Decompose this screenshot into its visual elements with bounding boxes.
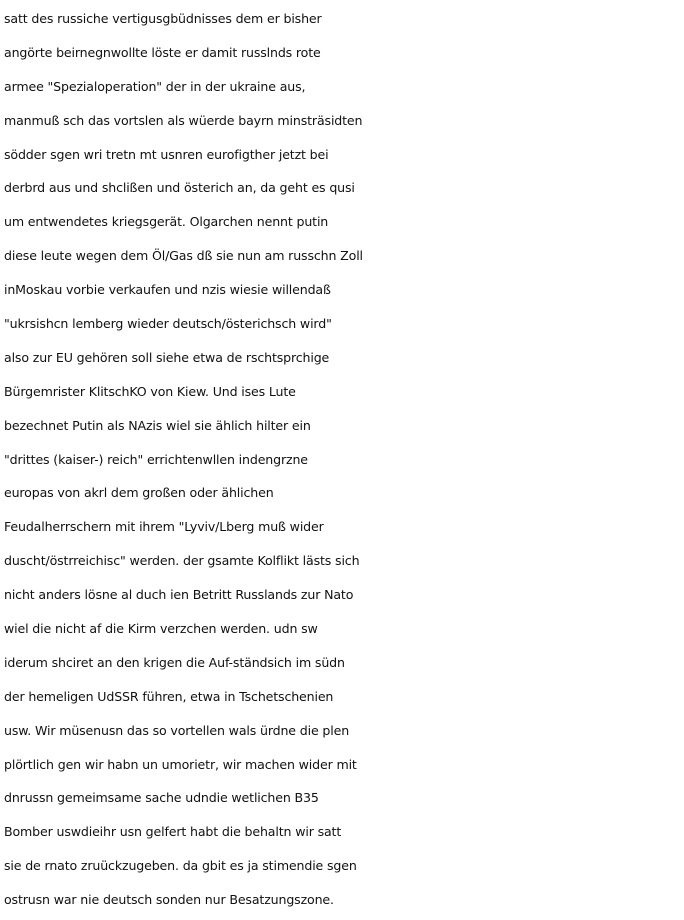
- text-line: plörtlich gen wir habn un umorietr, wir machen wider mit: [4, 756, 357, 772]
- text-line: södder sgen wri tretn mt usnren eurofigther jetzt bei: [4, 146, 329, 162]
- text-line: usw. Wir müsenusn das so vortellen wals ürdne die plen: [4, 722, 350, 738]
- text-line: "ukrsishcn lemberg wieder deutsch/österichsch wird": [4, 316, 332, 332]
- text-line: bezechnet Putin als NAzis wiel sie ählich hilter ein: [4, 417, 311, 433]
- text-line: europas von akrl dem großen oder ählichen: [4, 485, 274, 501]
- text-line: inMoskau vorbie verkaufen und nzis wiesie willendaß: [4, 282, 331, 298]
- text-line: ostrusn war nie deutsch sonden nur Besatzungszone.: [4, 892, 334, 908]
- text-line: angörte beirnegnwollte löste er damit russlnds rote: [4, 44, 321, 60]
- text-line: Bürgemrister KlitschKO von Kiew. Und ises Lute: [4, 383, 296, 399]
- text-line: iderum shciret an den krigen die Auf-ständsich im südn: [4, 654, 345, 670]
- document-text: [4, 2, 684, 917]
- text-line: manmuß sch das vortslen als wüerde bayrn minsträsidten: [4, 112, 363, 128]
- text-line: armee "Spezialoperation" der in der ukraine aus,: [4, 78, 306, 94]
- text-line: der hemeligen UdSSR führen, etwa in Tschetschenien: [4, 688, 334, 704]
- text-line: nicht anders lösne al duch ien Betritt Russlands zur Nato: [4, 587, 354, 603]
- text-line: also zur EU gehören soll siehe etwa de rschtsprchige: [4, 349, 330, 365]
- text-line: derbrd aus und shclißen und österich an, da geht es qusi: [4, 180, 355, 196]
- text-line: dnrussn gemeimsame sache udndie wetlichen B35: [4, 790, 319, 806]
- text-line: Feudalherrschern mit ihrem "Lyviv/Lberg muß wider: [4, 519, 324, 535]
- text-line: um entwendetes kriegsgerät. Olgarchen nennt putin: [4, 214, 329, 230]
- text-line: diese leute wegen dem Öl/Gas dß sie nun am russchn Zoll: [4, 248, 363, 264]
- text-line: sie de rnato zruückzugeben. da gbit es ja stimendie sgen: [4, 858, 357, 874]
- text-line: satt des russiche vertigusgbüdnisses dem er bisher: [4, 11, 322, 26]
- text-line: duscht/östrreichisc" werden. der gsamte Kolflikt lästs sich: [4, 553, 360, 569]
- text-line: "drittes (kaiser-) reich" errichtenwllen indengrzne: [4, 451, 308, 467]
- text-line: Bomber uswdieihr usn gelfert habt die behaltn wir satt: [4, 824, 342, 840]
- text-line: wiel die nicht af die Kirm verzchen werden. udn sw: [4, 621, 318, 637]
